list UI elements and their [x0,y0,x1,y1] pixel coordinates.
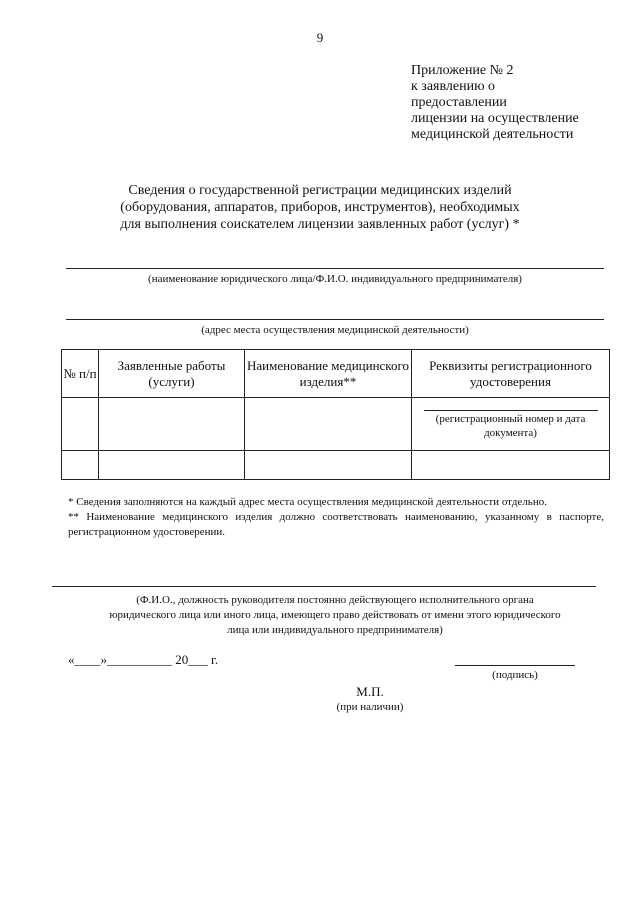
appendix-line: предоставлении [411,95,507,110]
table-header-row [62,350,610,398]
table-row [62,451,610,480]
footnote-1: * Сведения заполняются на каждый адрес места осуществления медицинской деятельности отдельно. [68,496,547,508]
registration-caption: (регистрационный номер и дата документа) [435,413,586,439]
col-header-works: Заявленные работы (услуги) [99,350,245,398]
head-caption-line: юридического лица или иного лица, имеющего право действовать от имени этого юридического [109,609,561,621]
head-caption-line: (Ф.И.О., должность руководителя постоянно действующего исполнительного органа [136,594,534,606]
appendix-line: Приложение № 2 [411,63,514,78]
appendix-header [411,63,636,143]
appendix-line: лицензии на осуществление [411,111,579,126]
table-cell-registration[interactable] [412,451,610,480]
appendix-line: к заявлению о [411,79,496,94]
seal-label: М.П. [356,684,384,699]
table-cell-device-name[interactable] [245,451,412,480]
registration-number-line [424,410,598,411]
col-header-number: № п/п [62,350,99,398]
seal-block [300,684,440,714]
org-name-caption: (наименование юридического лица/Ф.И.О. индивидуального предпринимателя) [148,273,522,285]
title-line: Сведения о государственной регистрации медицинских изделий [128,183,512,198]
address-field[interactable] [66,319,604,320]
table-cell-number[interactable] [62,398,99,451]
footnotes [68,495,604,540]
table-cell-works[interactable] [99,398,245,451]
table-cell-device-name[interactable] [245,398,412,451]
document-title [70,182,570,233]
org-name-field[interactable] [66,268,604,269]
medical-devices-table [61,349,610,480]
title-line: для выполнения соискателем лицензии заявленных работ (услуг) * [120,217,520,232]
appendix-line: медицинской деятельности [411,127,574,142]
table-row [62,398,610,451]
head-caption-line: лица или индивидуального предпринимателя) [227,624,443,636]
date-field[interactable]: «____»__________ 20___ г. [68,652,219,667]
signature-field[interactable] [455,665,575,666]
col-header-registration: Реквизиты регистрационного удостоверения [412,350,610,398]
page-number: 9 [316,30,324,45]
footnote-2: ** Наименование медицинского изделия должно соответствовать наименованию, указанному в паспорте, регистрационном удостоверении. [68,511,604,538]
table-cell-number[interactable] [62,451,99,480]
signature-caption: (подпись) [492,669,538,681]
table-cell-works[interactable] [99,451,245,480]
table-cell-registration[interactable] [412,398,610,451]
col-header-device-name: Наименование медицинского изделия** [245,350,412,398]
head-name-caption [50,593,620,638]
title-line: (оборудования, аппаратов, приборов, инструментов), необходимых [120,200,520,215]
address-caption: (адрес места осуществления медицинской деятельности) [201,324,469,336]
seal-note: (при наличии) [336,701,404,713]
head-name-field[interactable] [52,586,596,587]
